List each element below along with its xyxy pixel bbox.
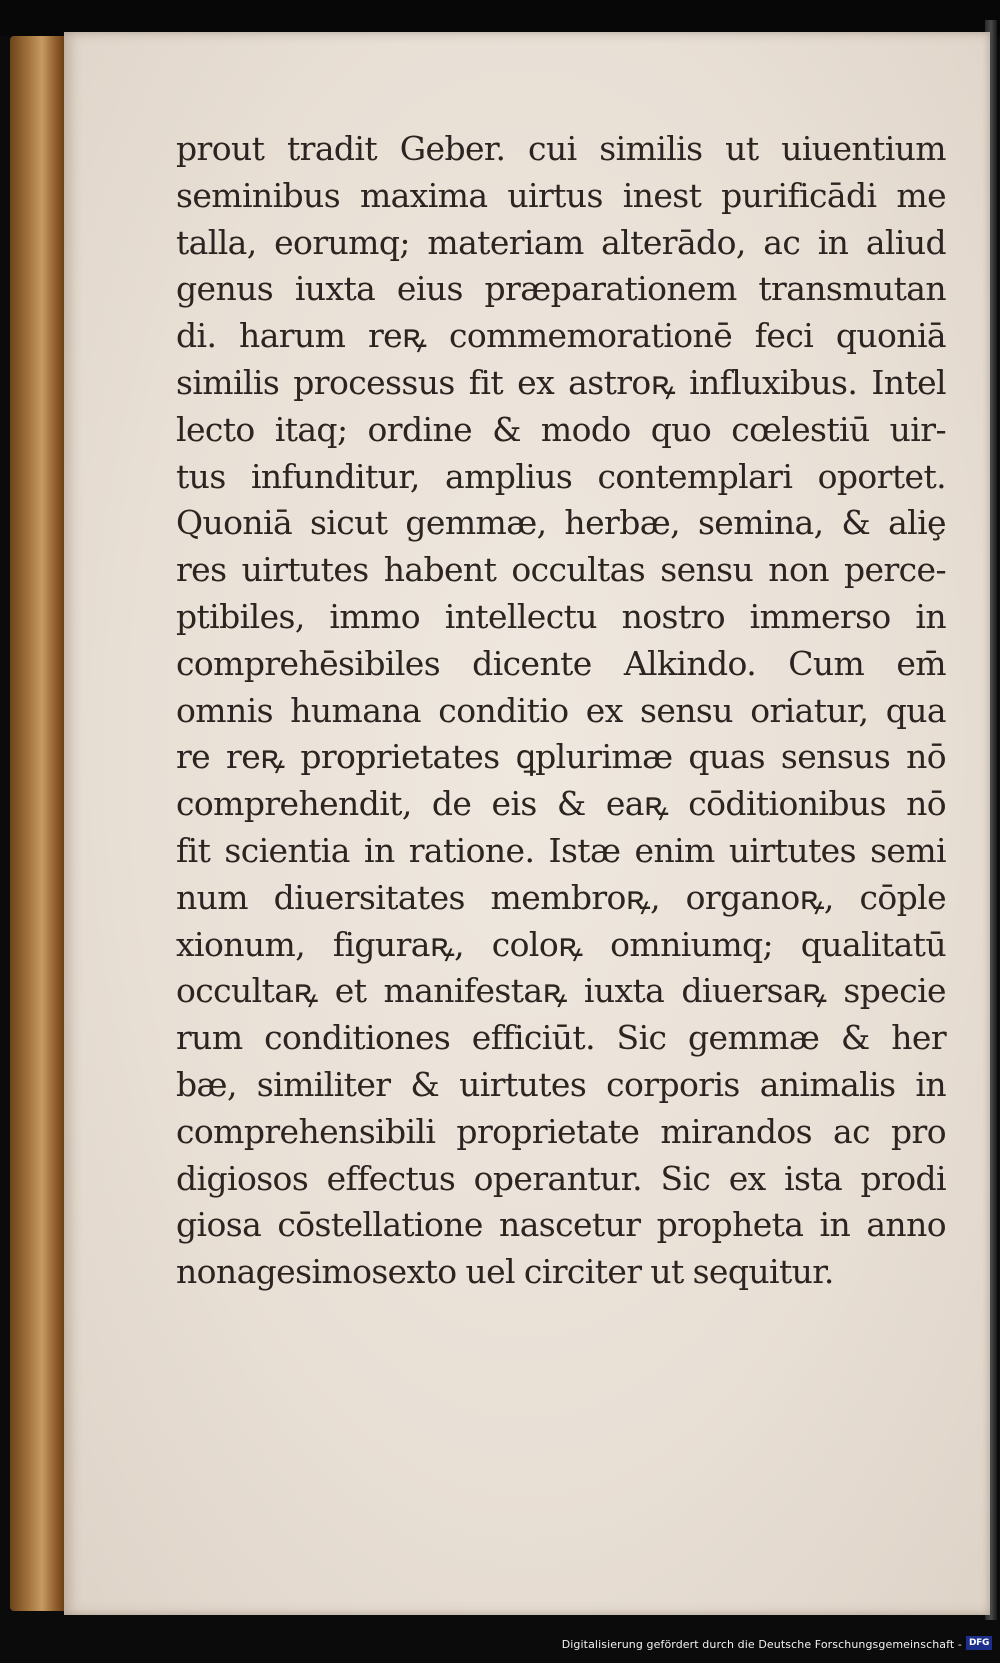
text-line-24: giosa cōstellatione nascetur propheta in anno — [176, 1205, 946, 1245]
text-line-15: comprehendit, de eis & eaꝶ cōditionibus nō — [176, 784, 946, 824]
book-edge-left — [10, 36, 68, 1611]
top-shadow — [0, 0, 1000, 36]
text-line-6: similis processus fit ex astroꝶ influxibus. Intel — [176, 362, 946, 402]
text-line-8: tus infunditur, amplius contemplari oportet. — [176, 456, 946, 496]
footer-credit: Digitalisierung gefördert durch die Deutsche Forschungsgemeinschaft - — [561, 1638, 962, 1651]
text-line-14: re reꝶ proprietates ꝗplurimæ quas sensus nō — [176, 737, 946, 777]
text-line-2: seminibus maxima uirtus inest purificādi me — [176, 175, 946, 215]
text-line-7: lecto itaq; ordine & modo quo cœlestiū uir- — [176, 409, 946, 449]
text-line-23: digiosos effectus operantur. Sic ex ista prodi — [176, 1158, 946, 1198]
text-line-4: genus iuxta eius præparationem transmutan — [176, 269, 946, 309]
text-line-3: talla, eorumq; materiam alterādo, ac in aliud — [176, 222, 946, 262]
text-line-22: comprehensibili proprietate mirandos ac pro — [176, 1111, 946, 1151]
text-line-5: di. harum reꝶ commemorationē feci quoniā — [176, 316, 946, 356]
text-line-9: Quoniā sicut gemmæ, herbæ, semina, & aliȩ — [176, 503, 946, 543]
book-page — [64, 32, 990, 1615]
text-block — [176, 126, 946, 1296]
text-line-19: occultaꝶ et manifestaꝶ iuxta diuersaꝶ specie — [176, 971, 946, 1011]
text-line-13: omnis humana conditio ex sensu oriatur, qua — [176, 690, 946, 730]
text-line-12: comprehēsibiles dicente Alkindo. Cum em̄ — [176, 643, 946, 683]
text-line-17: num diuersitates membroꝶ, organoꝶ, cōple — [176, 877, 946, 917]
text-line-1: prout tradit Geber. cui similis ut uiuentium — [176, 129, 946, 168]
text-line-20: rum conditiones efficiūt. Sic gemmæ & her — [176, 1018, 946, 1058]
footer-bar — [0, 1628, 1000, 1663]
text-line-11: ptibiles, immo intellectu nostro immerso in — [176, 596, 946, 636]
text-line-21: bæ, similiter & uirtutes corporis animalis in — [176, 1064, 946, 1104]
dfg-logo-icon: DFG — [966, 1636, 992, 1650]
text-line-25: nonagesimosexto uel circiter ut sequitur. — [176, 1252, 834, 1292]
text-line-16: fit scientia in ratione. Istæ enim uirtutes semi — [176, 830, 946, 870]
text-line-18: xionum, figuraꝶ, coloꝶ omniumq; qualitatū — [176, 924, 946, 964]
text-line-10: res uirtutes habent occultas sensu non perce- — [176, 550, 946, 590]
